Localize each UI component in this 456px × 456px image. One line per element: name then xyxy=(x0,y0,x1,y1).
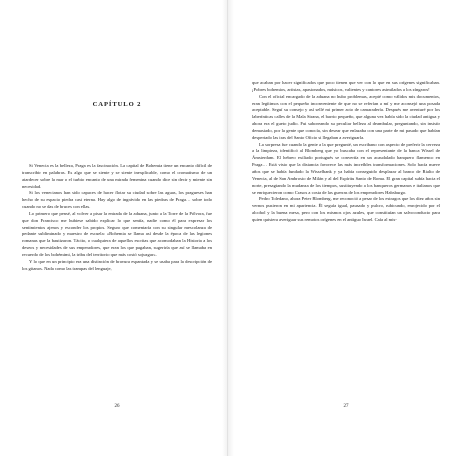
paragraph: Pedro Toledano, ahora Peter Blomberg, me reconoció a pesar de los estragos que los diez años sin vernos pusieron en mi apariencia. Él seguía igual, pausado y pulcro, rubicundo, enrojecido por el alcohol y la buena mesa, pero con los mismos ojos azules, que constituían un salvoconducto para quien quisiera averiguar sus remotos orígenes en el antiguo Israel. Caía al mis- xyxy=(252,196,440,222)
paragraph: que acaban por hacer significados que poco tienen que ver con lo que en sus orígenes significaban. ¡Pobres bohemios, artistas, apasionados, músicos, valientes y cantores asimilados a los zíngaros! xyxy=(252,80,440,92)
paragraph: La sorpresa fue cuando la gente a la que pregunté, un escribano con aspecto de preferir la cerveza a la limpieza, identificó al Blomberg que yo buscaba con el representante de la banca Wissel de Ámsterdam. El hebreo exiliado portugués se convertía en un acaudalado banquero flamenco en Praga… Está visto que la distancia favorece las más increíbles transformaciones. Solo hacía nueve años que se había fundado la Wisselbank y ya había conseguido desplazar al banco de Rialto de Venecia, al de San Ambrosio de Milán y al del Espíritu Santo de Roma. El gran capital subía hacia el norte, presagiando la mudanza de los tiempos, sustituyendo a los banqueros germanos e italianos que se enriquecieron como Crasos a costa de las guerras de los emperadores Habsburgo. xyxy=(252,141,440,195)
paragraph: Y lo que en un principio era una distinción de bravura espantada y se usaba para la descripción de los gitanos. Nada como las trampas del lenguaje, xyxy=(22,258,212,271)
right-page-text xyxy=(252,80,440,373)
paragraph: Lo primero que pensé, al volver a pisar la entrada de la aduana, junto a la Torre de la Pólvora, fue que don Francisco me hubiese sabido explicar lo que sentía, nadie como él para expresar los sentimientos ajenos y esconder los propios. Seguro que comentaría con su singular mescolanza de pedante subliminado y maestro de escuela: «Bohemia se llama así desde la época de las legiones romanas que la bautizaron. Tácito, o cualquiera de aquellos escritas que acomodaban la Historia a los deseos y necesidades de sus emperadores, que eran los que pagaban, sugeriría que así se llamaba en recuerdo de los bohémimi, la tribu del territorio que más costó sojuzgar». xyxy=(22,210,212,257)
paragraph: Con el oficial encargado de la aduana no hubo problemas, acepté como válidos mis documentos, eran legítimos con el pequeño inconveniente de que no se referían a mí y me aconsejó una posada aceptable. Seguí su consejo y así sellé mi primer acto de camaradería. Después me aventuré por los laberínticas calles de la Mala Strana, el barrio pequeño, que alguna vez había sido la ciudad antigua y ahora era el gueto judío. Fui saboreando su peculiar belleza al deambular, preguntando, sin insistir demasiado, por la gente que conocía, sin desear que enlazaba con una parte de mi pasado que habían despertado las iras del Santo Oficio si llegaban a averiguarla. xyxy=(252,93,440,140)
chapter-heading: CAPÍTULO 2 xyxy=(92,101,142,108)
page-number-left: 26 xyxy=(114,404,120,409)
right-page xyxy=(228,0,456,456)
left-page-text xyxy=(22,163,212,373)
page-number-right: 27 xyxy=(343,404,349,409)
paragraph: Si Venecia es la belleza, Praga es la fascinación. La capital de Bohemia tiene un encanto difícil de transcribir en palabras. Es algo que se siente y se siente inexplicable, como el cromatismo de un atardecer sobre la mar o el turbio encanto de una mirada femenina cuando dice sin decir y miente sin necesidad. xyxy=(22,163,212,189)
paragraph: Si los venecianos han sido capaces de hacer flotar su ciudad sobre las aguas, los pragueses han hecho de su espacio piedra casi eterna. Hay algo de ingrávido en las piedras de Praga… sobre todo cuando no se das de bruces con ellas. xyxy=(22,190,212,210)
